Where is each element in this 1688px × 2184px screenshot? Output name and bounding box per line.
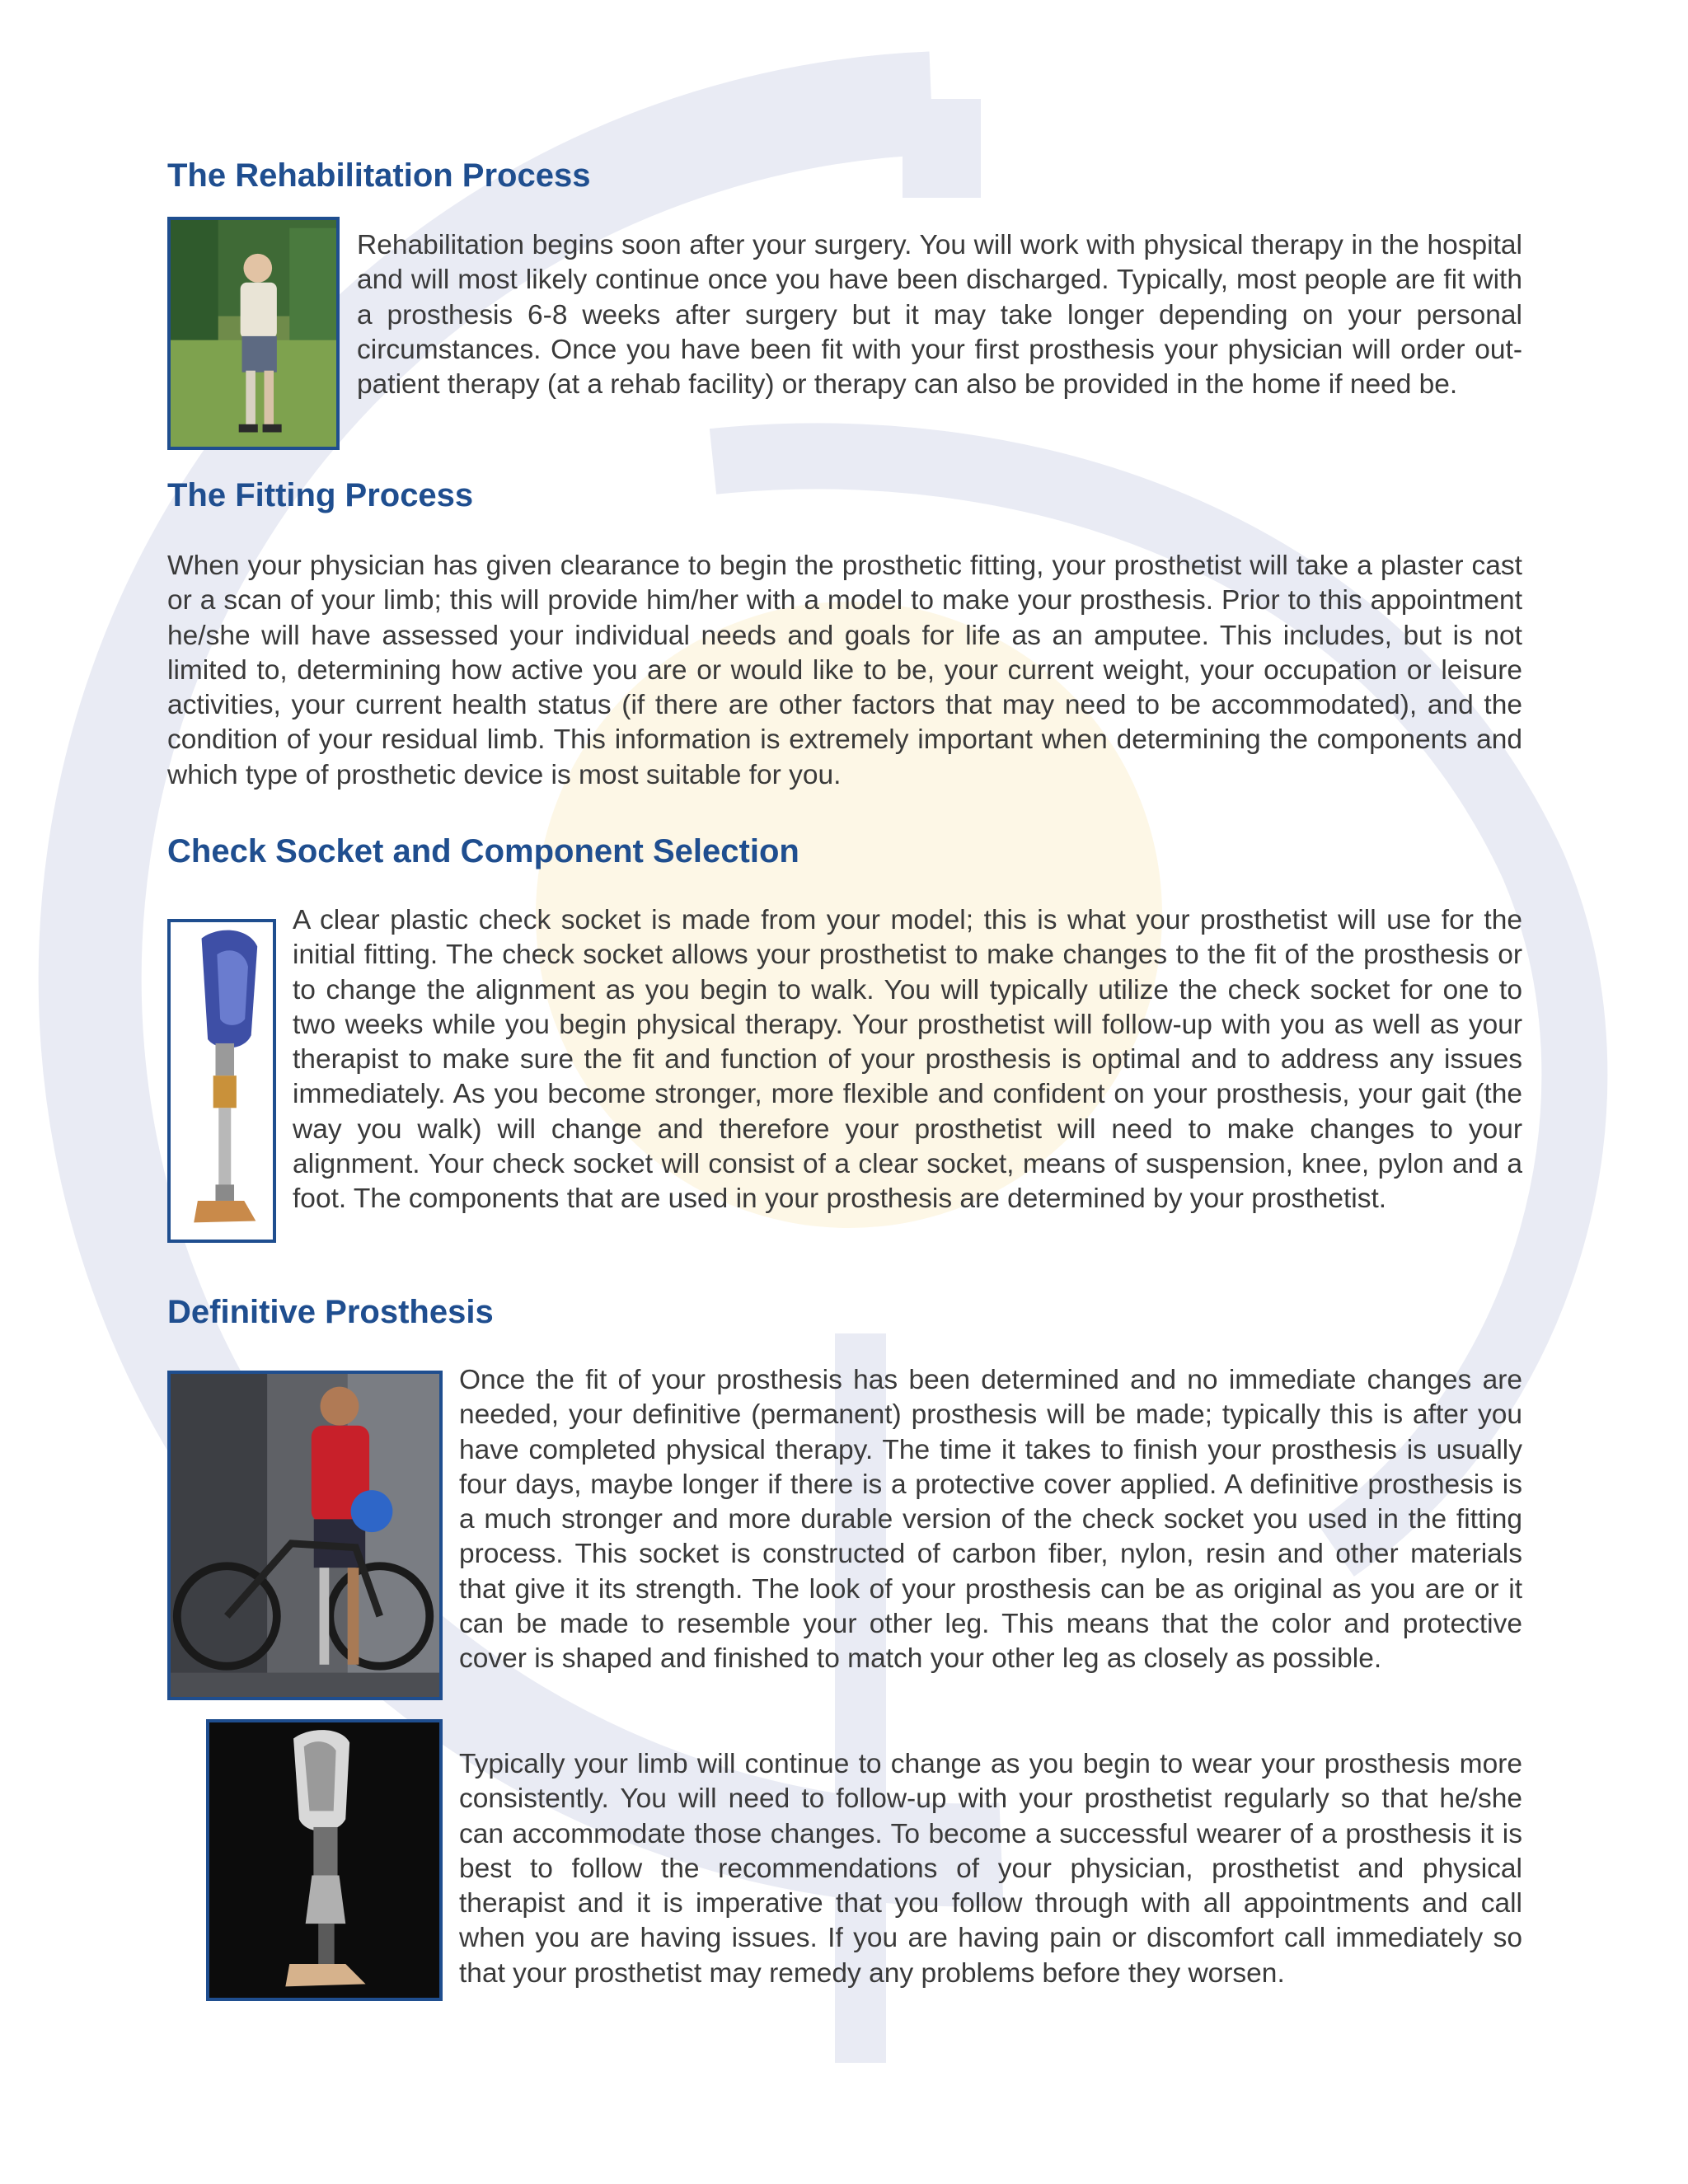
section-title-check-socket: Check Socket and Component Selection [167,833,799,869]
paragraph-check-socket: A clear plastic check socket is made from your model; this is what your prosthetist will use for the initial fitting. The check socket allows your prosthetist to make changes to the fit of the prosthesis or to change the alignment as you begin to walk. You will typically utilize the check socket for one to two weeks while you begin physical therapy. Your prosthetist will follow-up with you as well as your therapist to make sure the fit and function of your prosthesis is optimal and to address any issues immediately. As you become stronger, more flexible and confident on your prosthesis, your gait (the way you walk) will change and therefore your prosthetist will need to make changes to your alignment. Your check socket will consist of a clear socket, means of suspension, knee, pylon and a foot. The components that are used in your prosthesis are determined by your prosthetist. [293,905,1522,1215]
photo-definitive-prosthesis [206,1719,443,2001]
paragraph-rehabilitation: Rehabilitation begins soon after your surgery. You will work with physical therapy in the hospital and will most likely continue once you have been discharged. Typically, most people are fit with a prosthesis 6-8 weeks after surgery but it may take longer depending on your personal circumstances. Once you have been fit with your first prosthesis your physician will order out-patient therapy (at a rehab facility) or therapy can also be provided in the home if need be. [357,230,1522,401]
paragraph-definitive-1: Once the fit of your prosthesis has been determined and no immediate changes are needed, your definitive (permanent) prosthesis will be made; typically this is after you have completed physical therapy. The time it takes to finish your prosthesis is usually four days, maybe longer if there is a protective cover applied. A definitive prosthesis is a much stronger and more durable version of the check socket you used in the fitting process. This socket is constructed of carbon fiber, nylon, resin and other materials that give it its strength. The look of your prosthesis can be as original as you are or it can be made to resemble your other leg. This means that the color and protective cover is shaped and finished to match your other leg as closely as possible. [459,1365,1522,1675]
section-title-fitting: The Fitting Process [167,477,474,513]
paragraph-fitting: When your physician has given clearance to begin the prosthetic fitting, your prosthetist will take a plaster cast or a scan of your limb; this will provide him/her with a model to make your prosthesis. Prior to this appointment he/she will have assessed your individual needs and goals for life as an amputee. This includes, but is not limited to, determining how active you are or would like to be, your current weight, your occupation or leisure activities, your current health status (if there are other factors that may need to be accommodated), and the condition of your residual limb. This information is extremely important when determining the components and which type of prosthetic device is most suitable for you. [167,551,1522,790]
photo-man-with-bicycle [167,1371,443,1700]
paragraph-definitive-2: Typically your limb will continue to change as you begin to wear your prosthesis more consistently. You will need to follow-up with your prosthetist regularly so that he/she can accommodate those changes. To become a successful wearer of a prosthesis it is best to follow the recommendations of your physician, prosthetist and physical therapist and it is imperative that you follow through with all appointments and call when you are having issues. If you are having pain or discomfort call immediately so that your prosthetist may remedy any problems before they worsen. [459,1749,1522,1989]
section-title-definitive: Definitive Prosthesis [167,1294,494,1330]
photo-check-socket-prosthesis [167,919,276,1243]
section-title-rehabilitation: The Rehabilitation Process [167,157,591,194]
photo-man-walking [167,217,340,450]
